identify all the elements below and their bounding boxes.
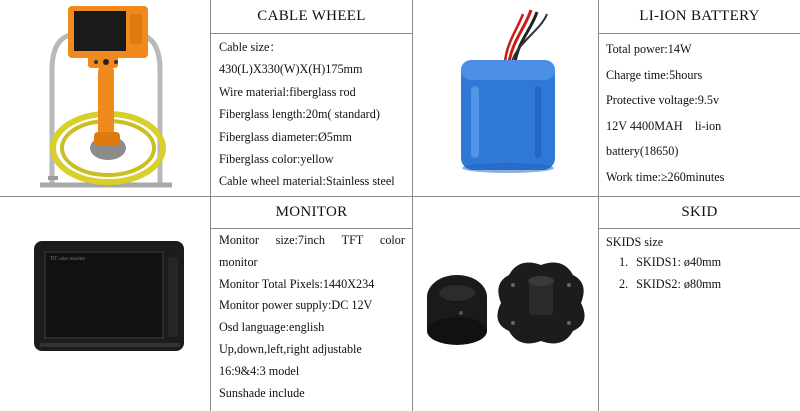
battery-pack-icon	[413, 0, 598, 196]
battery-image	[413, 0, 598, 196]
battery-title: LI-ION BATTERY	[639, 8, 760, 24]
spec-line: Fiberglass diameter:Ø5mm	[219, 129, 352, 144]
skid-icon	[413, 197, 598, 411]
spec-line: Fiberglass length:20m( standard)	[219, 107, 380, 122]
skid-spec-cell	[599, 197, 800, 411]
battery-specs	[606, 37, 724, 191]
monitor-specs	[219, 230, 405, 404]
cable-wheel-title: CABLE WHEEL	[257, 8, 366, 24]
spec-line: Cable wheel material:Stainless steel	[219, 174, 395, 189]
spec-line: Monitor power supply:DC 12V	[219, 298, 373, 313]
list-item	[619, 273, 721, 295]
list-text: SKIDS1: ø40mm	[636, 255, 722, 269]
cable-wheel-spec-cell	[211, 0, 412, 196]
skid-intro: SKIDS size	[606, 235, 664, 249]
cable-reel-icon	[0, 0, 210, 196]
spec-line: Up,down,left,right adjustable	[219, 341, 362, 356]
spec-line: Sunshade include	[219, 385, 305, 400]
spec-line: Wire material:fiberglass rod	[219, 84, 356, 99]
cable-wheel-specs	[219, 36, 395, 193]
spec-line: 16:9&4:3 model	[219, 363, 300, 378]
spec-line: monitor	[219, 254, 258, 269]
battery-spec-cell	[599, 0, 800, 196]
skid-image	[413, 197, 598, 411]
spec-line: Osd language:english	[219, 320, 325, 335]
cable-wheel-image	[0, 0, 210, 196]
spec-line: Total power:14W	[606, 42, 692, 56]
spec-line: battery(18650)	[606, 144, 679, 159]
spec-line: Cable size：	[219, 40, 282, 54]
spec-line: 430(L)X330(W)X(H)175mm	[219, 62, 363, 77]
spec-line: Fiberglass color:yellow	[219, 152, 334, 167]
monitor-screen-caption: TFT color monitor	[50, 256, 86, 261]
list-number: 2.	[619, 277, 629, 292]
spec-line: Charge time:5hours	[606, 67, 703, 82]
spec-line: Work time:≥260minutes	[606, 169, 725, 184]
spec-line: Monitor Total Pixels:1440X234	[219, 276, 375, 291]
monitor-image	[0, 197, 210, 411]
skid-list	[619, 251, 721, 296]
skid-title: SKID	[681, 204, 718, 220]
spec-line: Protective voltage:9.5v	[606, 93, 720, 108]
list-text: SKIDS2: ø80mm	[636, 277, 722, 292]
monitor-icon	[0, 197, 210, 411]
list-number: 1.	[619, 255, 629, 269]
spec-word: color	[379, 233, 405, 247]
spec-line-justified	[219, 230, 405, 252]
spec-word: size:7inch	[275, 233, 325, 247]
monitor-title: MONITOR	[275, 204, 348, 220]
monitor-spec-cell	[211, 197, 412, 411]
spec-line: 12V 4400MAH li-ion	[606, 118, 722, 133]
spec-word: Monitor	[219, 233, 259, 247]
list-item	[619, 251, 721, 273]
spec-word: TFT	[341, 233, 364, 247]
